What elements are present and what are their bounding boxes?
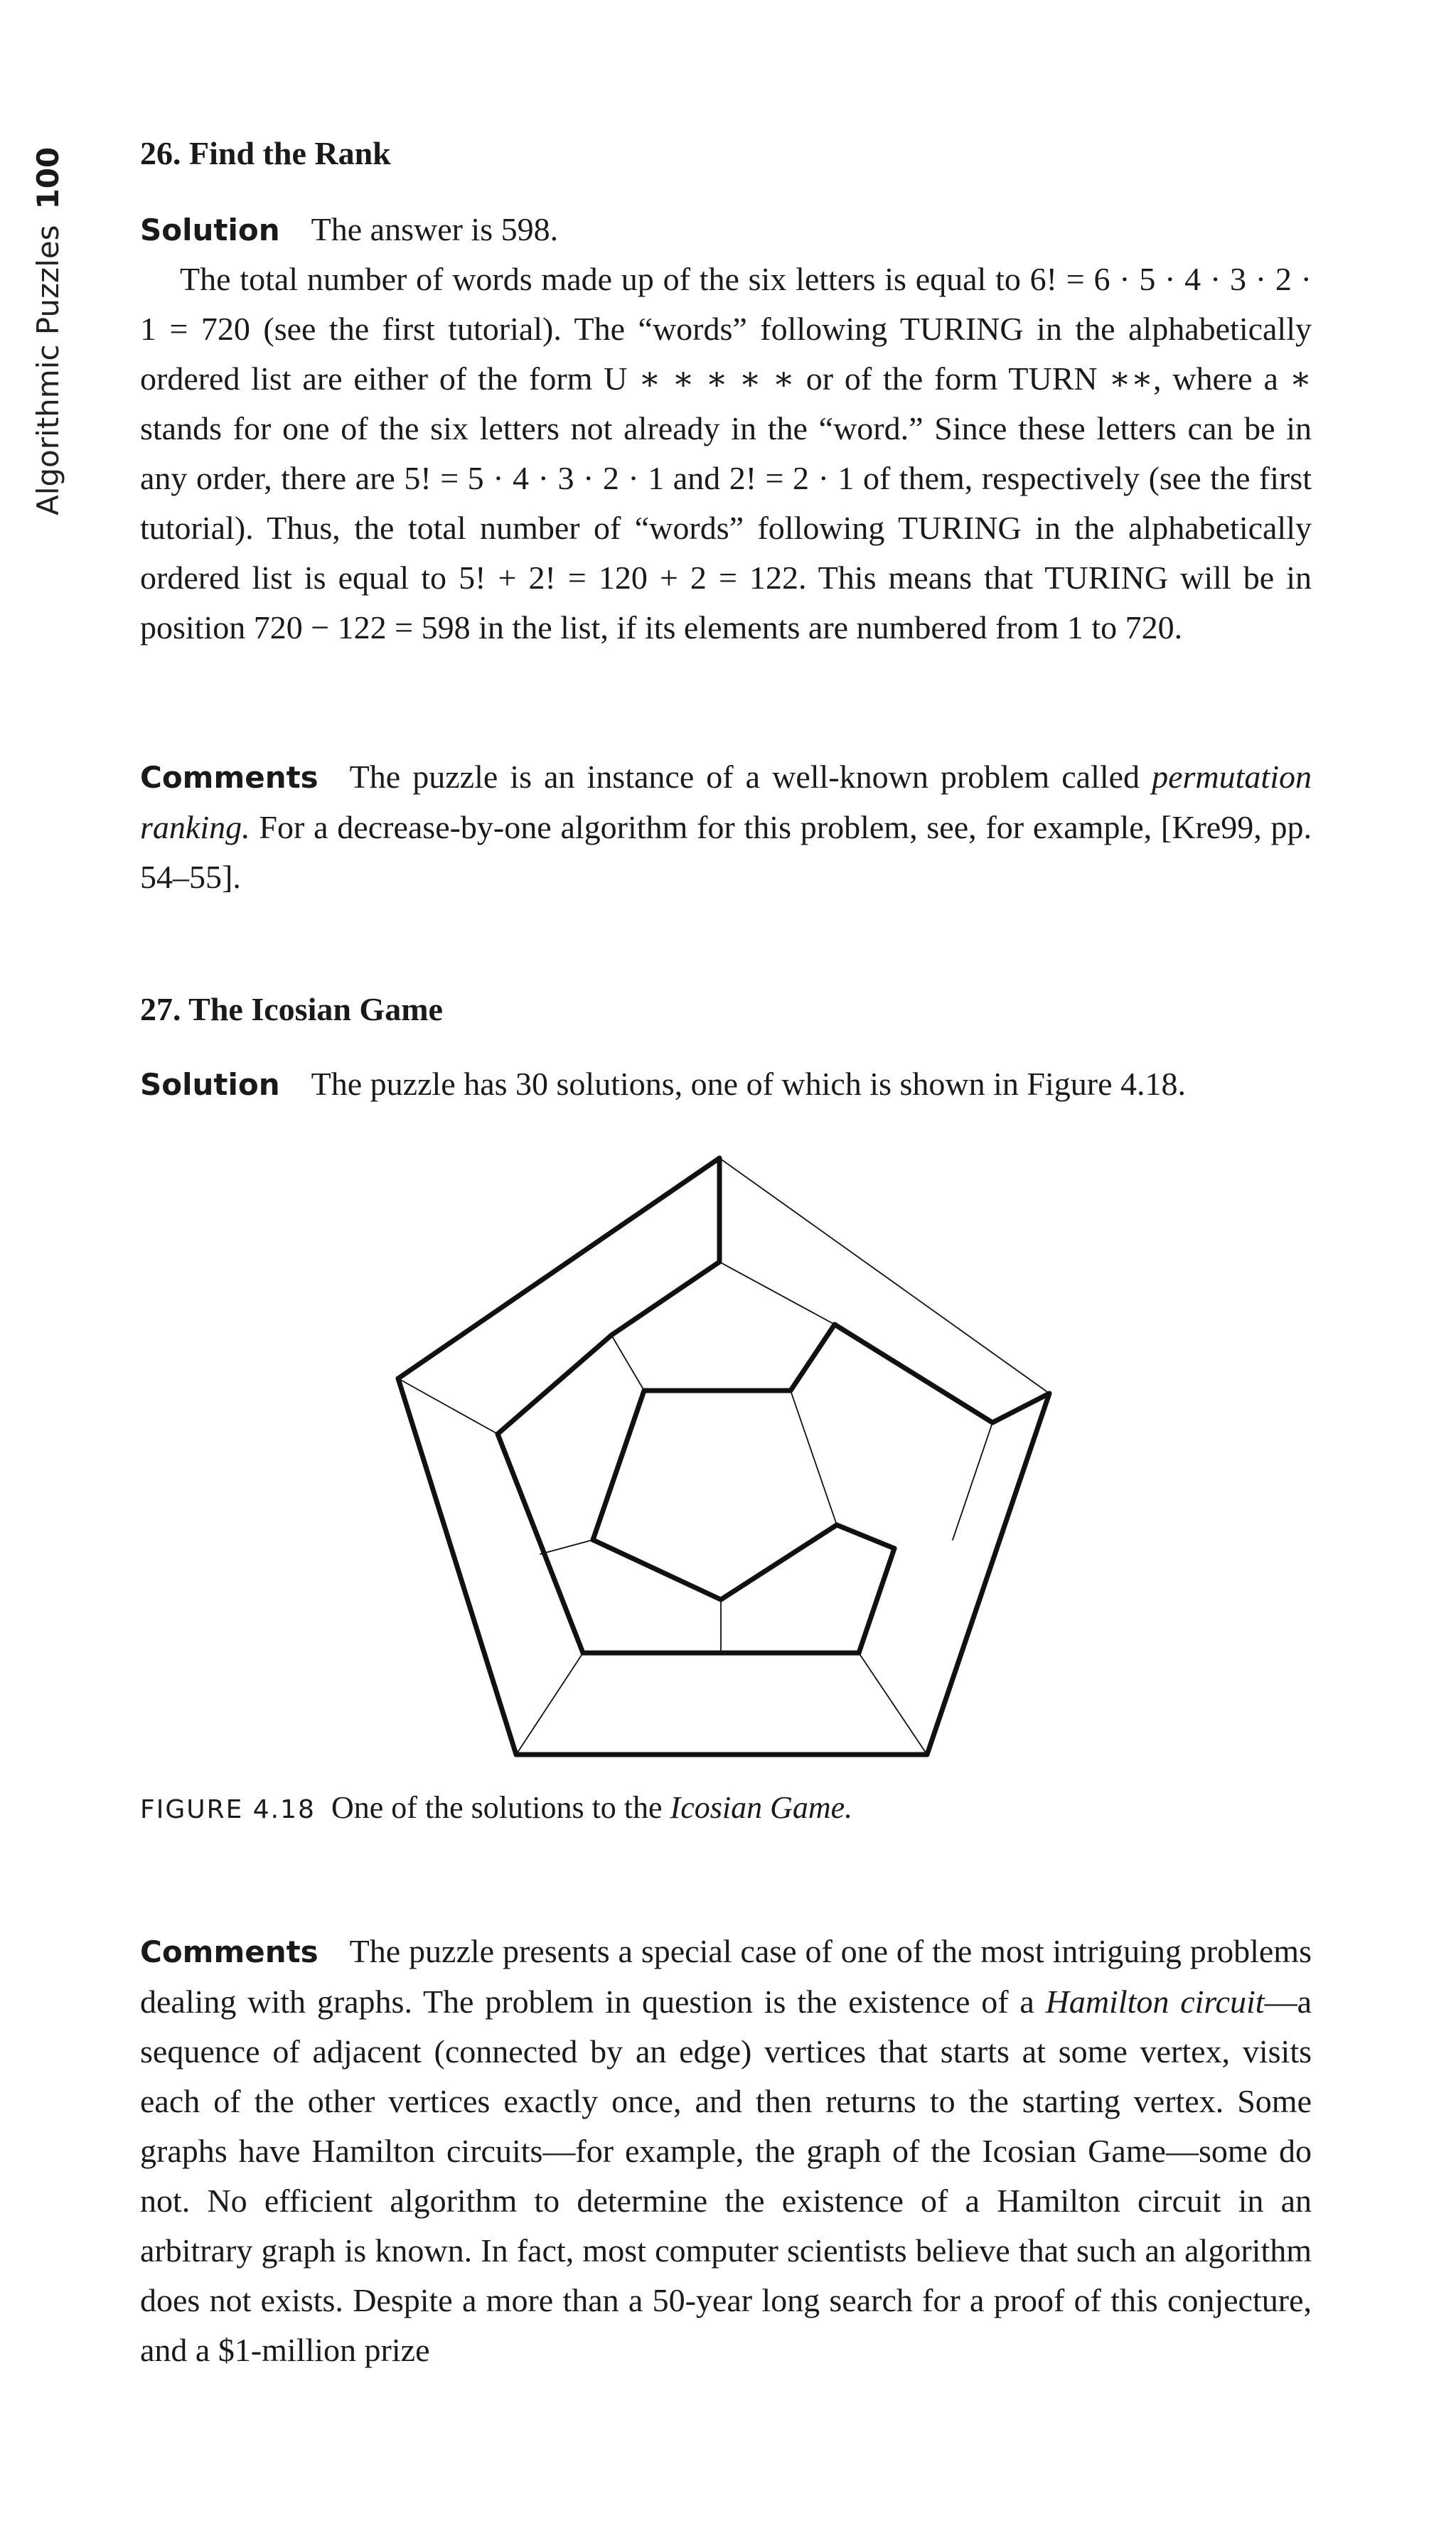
running-head — [27, 117, 70, 515]
comments-term: permutation ranking. — [140, 759, 1312, 845]
caption-text: One of the solutions to the — [331, 1790, 670, 1825]
circuit-edge — [835, 1324, 992, 1423]
hamilton-circuit — [398, 1158, 1049, 1755]
comments-26 — [140, 752, 1312, 902]
graph-edge — [540, 1540, 593, 1554]
circuit-edge — [859, 1548, 894, 1653]
figure-label: FIGURE 4.18 — [140, 1795, 316, 1824]
graph-thin-edges — [398, 1158, 1049, 1755]
graph-edge — [719, 1262, 835, 1324]
graph-edge — [953, 1423, 992, 1540]
circuit-edge — [791, 1324, 835, 1391]
circuit-edge — [837, 1525, 894, 1548]
comments-label: Comments — [140, 760, 318, 795]
solution-text: The answer is 598. — [311, 211, 559, 247]
graph-edge — [859, 1653, 927, 1755]
solution-label: Solution — [140, 213, 280, 247]
comments-term: Hamilton circuit — [1045, 1983, 1265, 2020]
circuit-edge — [498, 1434, 583, 1653]
graph-edge — [516, 1653, 583, 1755]
comments-27 — [140, 1927, 1312, 2375]
icosian-game-figure — [384, 1148, 1066, 1774]
comments-text-end: —a sequence of adjacent (connected by an edge) vertices that starts at some vertex, visits each of the other vertices exactly once, and then returns to the starting vertex. Some graphs have Hamilton circuits—for example, the graph of the Icosian Game—some do not. No efficient algorithm to determine the existence of a Hamilton circuit in an arbitrary graph is known. In fact, most computer scientists believe that such an algorithm does not exists. Despite a more than a 50-year long search for a proof of this conjecture, and a $1-million prize — [140, 1983, 1312, 2368]
comments-text: The puzzle is an instance of a well-known problem called — [349, 759, 1152, 795]
comments-text-end: For a decrease-by-one algorithm for this problem, see, for example, [Kre99, pp. 54–55]. — [140, 809, 1312, 895]
circuit-edge — [593, 1540, 721, 1600]
graph-edge — [611, 1335, 644, 1391]
solution-label: Solution — [140, 1067, 280, 1102]
solution-body-26: The total number of words made up of the six letters is equal to 6! = 6 · 5 · 4 · 3 · 2 · 1 = 720 (see the first tutorial). The “words” following TURING in the alphabetically ordered list are either of the form U ∗ ∗ ∗ ∗ ∗ or of the form TURN ∗∗, where a ∗ stands for one of the six letters not already in the “word.” Since these letters can be in any order, there are 5! = 5 · 4 · 3 · 2 · 1 and 2! = 2 · 1 of them, respectively (see the first tutorial). Thus, the total number of “words” following TURING in the alphabetically ordered list is equal to 5! + 2! = 120 + 2 = 122. This means that TURING will be in position 720 − 122 = 598 in the list, if its elements are numbered from 1 to 720. — [140, 261, 1312, 646]
circuit-edge — [721, 1525, 837, 1600]
circuit-edge — [398, 1158, 719, 1378]
caption-italic: Icosian Game. — [670, 1790, 853, 1825]
section-heading-27: 27. The Icosian Game — [140, 991, 443, 1027]
solution-26 — [140, 205, 1312, 255]
solution-text: The puzzle has 30 solutions, one of which is shown in Figure 4.18. — [311, 1066, 1186, 1102]
comments-label: Comments — [140, 1934, 318, 1969]
circuit-edge — [927, 1393, 1049, 1755]
graph-thin-edges-2 — [719, 1262, 835, 1324]
circuit-edge — [593, 1391, 644, 1540]
section-heading-26: 26. Find the Rank — [140, 135, 391, 171]
book-title: Algorithmic Puzzles — [31, 225, 65, 515]
circuit-edge — [611, 1262, 719, 1335]
solution-27 — [140, 1059, 1312, 1110]
circuit-edge — [498, 1335, 611, 1434]
graph-edge — [791, 1391, 837, 1525]
page-number: 100 — [31, 146, 65, 210]
comments-text: The puzzle presents a special case of one of the most intriguing problems dealing with graphs. The problem in question is the existence of a — [140, 1933, 1312, 2020]
figure-caption — [140, 1787, 1312, 1831]
